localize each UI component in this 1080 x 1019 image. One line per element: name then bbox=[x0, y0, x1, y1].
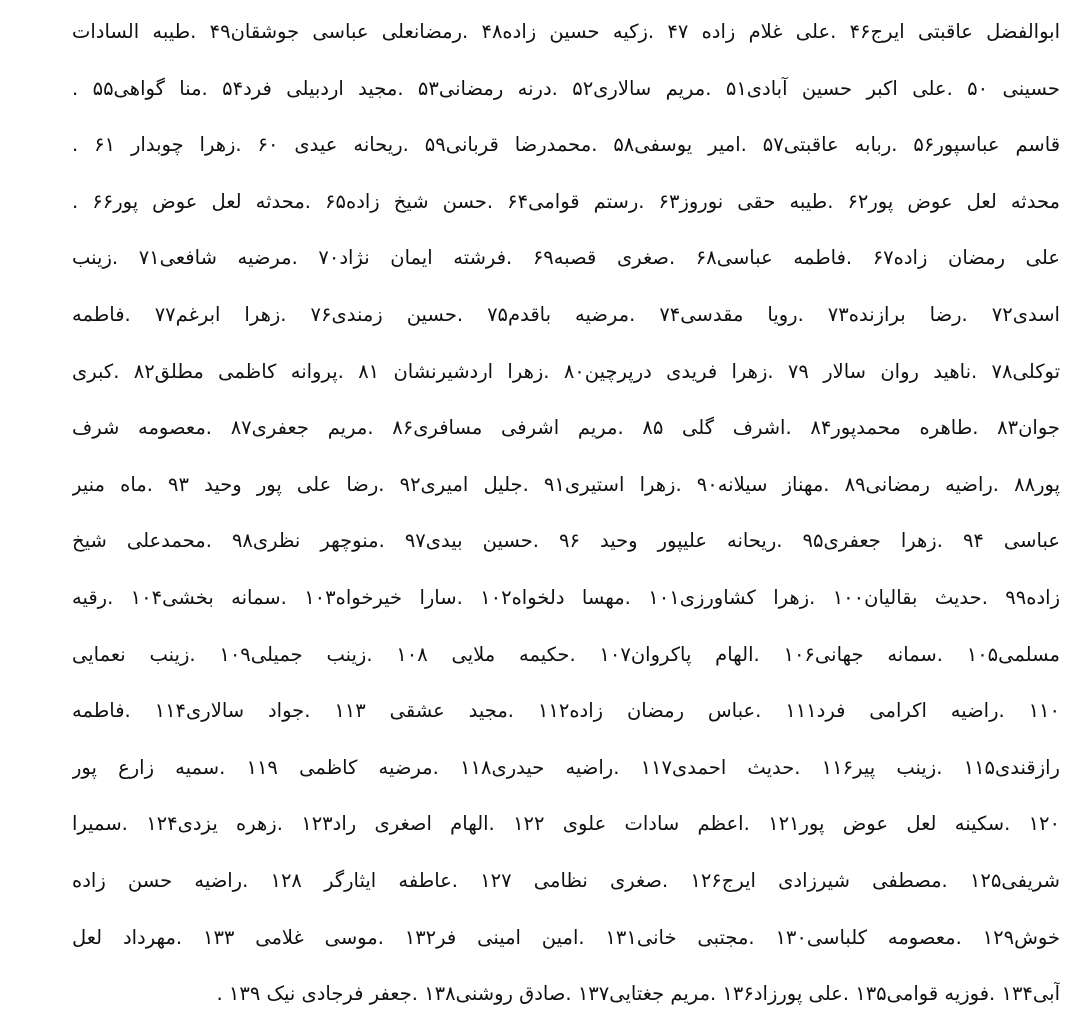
text-line: خوش۱۲۹ .معصومه کلباسی۱۳۰ .مجتبی خانی۱۳۱ .امین امینی فر۱۳۲ .موسی غلامی ۱۳۳ .مهرداد لعل bbox=[72, 925, 1060, 949]
text-line: حسینی ۵۰ .علی اکبر حسین آبادی۵۱ .مریم سالاری۵۲ .درنه رمضانی۵۳ .مجید اردبیلی فرد۵۴ .منا گواهی۵۵ . bbox=[72, 76, 1060, 100]
text-line: علی رمضان زاده۶۷ .فاطمه عباسی۶۸ .صغری قصبه۶۹ .فرشته ایمان نژاد۷۰ .مرضیه شافعی۷۱ .زینب bbox=[72, 246, 1060, 270]
text-line: زاده۹۹ .حدیث بقالیان۱۰۰ .زهرا کشاورزی۱۰۱ .مهسا دلخواه۱۰۲ .سارا خیرخواه۱۰۳ .سمانه بخشی۱۰۴ .رقیه bbox=[72, 585, 1060, 609]
text-line: توکلی۷۸ .ناهید روان سالار ۷۹ .زهرا فریدی درپرچین۸۰ .زهرا اردشیرنشان ۸۱ .پروانه کاظمی مطلق۸۲ .کبری bbox=[72, 359, 1060, 383]
text-line: اسدی۷۲ .رضا برازنده۷۳ .رویا مقدسی۷۴ .مرضیه باقدم۷۵ .حسین زمندی۷۶ .زهرا ابرغم۷۷ .فاطمه bbox=[72, 302, 1060, 326]
names-paragraph bbox=[72, 0, 1060, 1019]
text-line: رازقندی۱۱۵ .زینب پیر۱۱۶ .حدیث احمدی۱۱۷ .راضیه حیدری۱۱۸ .مرضیه کاظمی ۱۱۹ .سمیه زارع پور bbox=[72, 755, 1060, 779]
text-line: شریفی۱۲۵ .مصطفی شیرزادی ایرج۱۲۶ .صغری نظامی ۱۲۷ .عاطفه ایثارگر ۱۲۸ .راضیه حسن زاده bbox=[72, 868, 1060, 892]
text-line: آبی۱۳۴ .فوزیه قوامی۱۳۵ .علی پورزاد۱۳۶ .مریم جغتایی۱۳۷ .صادق روشنی۱۳۸ .جعفر فرجادی نیک ۱۳۹ . bbox=[216, 982, 1060, 1006]
text-line: مسلمی۱۰۵ .سمانه جهانی۱۰۶ .الهام پاکروان۱۰۷ .حکیمه ملایی ۱۰۸ .زینب جمیلی۱۰۹ .زینب نعمایی bbox=[72, 642, 1060, 666]
text-line: قاسم عباسپور۵۶ .ربابه عاقبتی۵۷ .امیر یوسفی۵۸ .محمدرضا قربانی۵۹ .ریحانه عیدی ۶۰ .زهرا چوبدار ۶۱ . bbox=[72, 133, 1060, 157]
document-page bbox=[72, 0, 1060, 1006]
text-line: محدثه لعل عوض پور۶۲ .طیبه حقی نوروز۶۳ .رستم قوامی۶۴ .حسن شیخ زاده۶۵ .محدثه لعل عوض پور۶۶ . bbox=[72, 189, 1060, 213]
text-line: جوان۸۳ .طاهره محمدپور۸۴ .اشرف گلی ۸۵ .مریم اشرفی مسافری۸۶ .مریم جعفری۸۷ .معصومه شرف bbox=[72, 416, 1060, 440]
text-line: ۱۱۰ .راضیه اکرامی فرد۱۱۱ .عباس رمضان زاده۱۱۲ .مجید عشقی ۱۱۳ .جواد سالاری۱۱۴ .فاطمه bbox=[72, 699, 1060, 723]
text-line: ۱۲۰ .سکینه لعل عوض پور۱۲۱ .اعظم سادات علوی ۱۲۲ .الهام اصغری راد۱۲۳ .زهره یزدی۱۲۴ .سمیرا bbox=[72, 812, 1060, 836]
text-line: ابوالفضل عاقبتی ایرج۴۶ .علی غلام زاده ۴۷ .زکیه حسین زاده۴۸ .رمضانعلی عباسی جوشقان۴۹ .طیبه السادات bbox=[72, 20, 1060, 43]
text-line: پور۸۸ .راضیه رمضانی۸۹ .مهناز سیلانه۹۰ .زهرا استیری۹۱ .جلیل امیری۹۲ .رضا علی پور وحید ۹۳ .ماه منیر bbox=[72, 472, 1060, 496]
text-line: عباسی ۹۴ .زهرا جعفری۹۵ .ریحانه علیپور وحید ۹۶ .حسین بیدی۹۷ .منوچهر نظری۹۸ .محمدعلی شیخ bbox=[72, 529, 1060, 553]
